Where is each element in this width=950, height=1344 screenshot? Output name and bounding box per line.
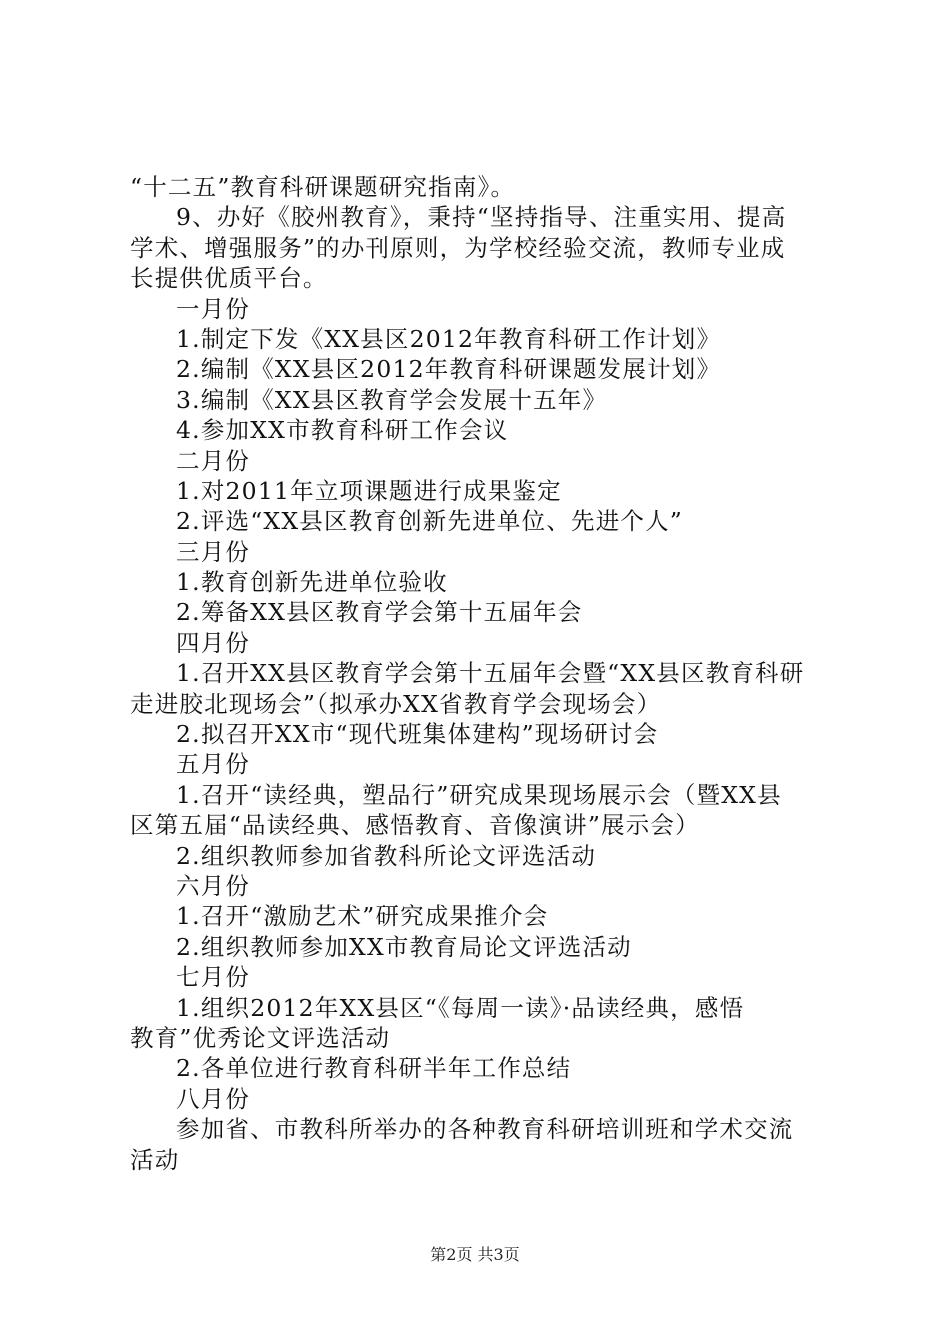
text-line: 五月份	[176, 750, 251, 779]
text-line: 参加省、市教科所举办的各种教育科研培训班和学术交流	[176, 1115, 794, 1144]
text-line: 1.召开XX县区教育学会第十五届年会暨“XX县区教育科研	[176, 659, 805, 688]
text-line: 2.筹备XX县区教育学会第十五届年会	[176, 598, 583, 627]
text-line: 七月份	[176, 963, 251, 992]
text-line: 长提供优质平台。	[130, 264, 328, 293]
text-line: 9、办好《胶州教育》，秉持“坚持指导、注重实用、提高	[176, 203, 787, 232]
document-body	[130, 172, 830, 1175]
text-line: 二月份	[176, 446, 251, 475]
text-line: 2.组织教师参加XX市教育局论文评选活动	[176, 932, 632, 961]
text-line: 1.召开“读经典，塑品行”研究成果现场展示会（暨XX县	[176, 780, 782, 809]
text-line: 一月份	[176, 294, 251, 323]
text-line: 三月份	[176, 537, 251, 566]
text-line: 区第五届“品读经典、感悟教育、音像演讲”展示会）	[130, 811, 700, 840]
text-line: 2.拟召开XX市“现代班集体建构”现场研讨会	[176, 720, 659, 749]
text-line: 3.编制《XX县区教育学会发展十五年》	[176, 385, 608, 414]
text-line: 八月份	[176, 1084, 251, 1113]
text-line: 1.教育创新先进单位验收	[176, 568, 448, 597]
text-line: 1.组织2012年XX县区“《每周一读》·品读经典，感悟	[176, 993, 745, 1022]
text-line: “十二五”教育科研课题研究指南》。	[130, 173, 516, 201]
text-line: 1.制定下发《XX县区2012年教育科研工作计划》	[176, 324, 722, 353]
text-line: 1.对2011年立项课题进行成果鉴定	[176, 476, 562, 505]
text-line: 四月份	[176, 628, 251, 657]
text-line: 1.召开“激励艺术”研究成果推介会	[176, 902, 549, 931]
text-line: 学术、增强服务”的办刊原则，为学校经验交流，教师专业成	[130, 233, 786, 262]
text-line: 2.组织教师参加省教科所论文评选活动	[176, 841, 597, 870]
text-line: 教育”优秀论文评选活动	[130, 1023, 391, 1052]
text-line: 4.参加XX市教育科研工作会议	[176, 416, 509, 445]
text-line: 2.评选“XX县区教育创新先进单位、先进个人”	[176, 507, 684, 536]
text-line: 六月份	[176, 871, 251, 900]
text-line: 2.各单位进行教育科研半年工作总结	[176, 1054, 572, 1083]
page-footer: 第2页 共3页	[430, 1245, 520, 1264]
text-line: 走进胶北现场会”（拟承办XX省教育学会现场会）	[130, 689, 662, 718]
text-line: 活动	[130, 1145, 180, 1174]
text-line: 2.编制《XX县区2012年教育科研课题发展计划》	[176, 355, 722, 384]
